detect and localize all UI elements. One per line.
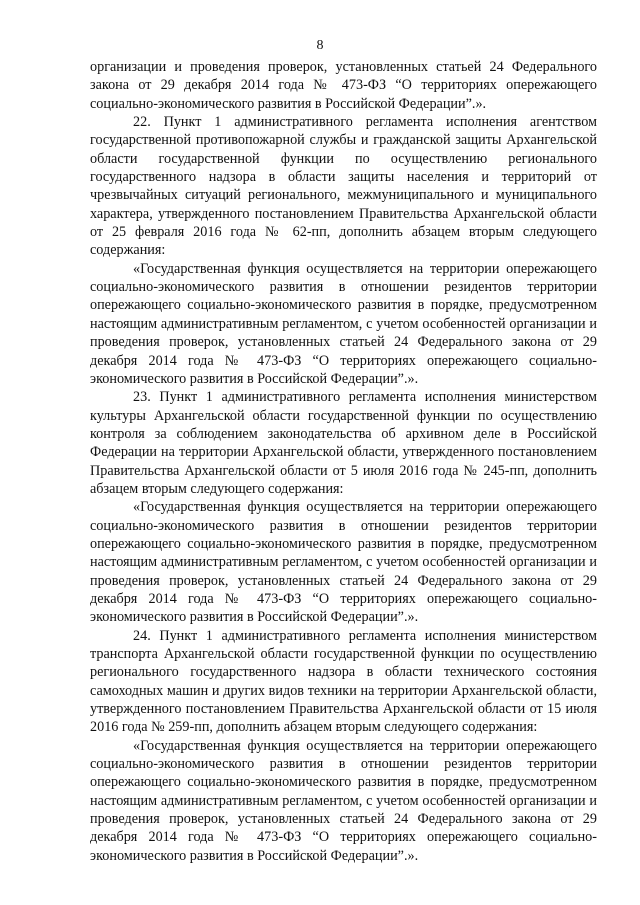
- document-body: [90, 58, 597, 865]
- paragraph-item-22: 22. Пункт 1 административного регламента исполнения агентством государственной противопожарной службы и гражданской защиты Архангельской области государственной функции по осуществлению регионального государственного надзора в области защиты населения и территорий от чрезвычайных ситуаций регионального, межмуниципального и муниципального характера, утвержденного постановлением Правительства Архангельской области от 25 февраля 2016 года № 62-пп, дополнить абзацем вторым следующего содержания:: [90, 114, 597, 259]
- paragraph-item-24: 24. Пункт 1 административного регламента исполнения министерством транспорта Архангельской области государственной функции по осуществлению регионального государственного надзора в области технического состояния самоходных машин и других видов техники на территории Архангельской области, утвержденного постановлением Правительства Архангельской области от 15 июля 2016 года № 259-пп, дополнить абзацем вторым следующего содержания:: [90, 627, 597, 736]
- paragraph-continuation: организации и проведения проверок, установленных статьей 24 Федерального закона от 29 декабря 2014 года № 473-ФЗ “О территориях опережающего социально-экономического развития в Российской Федерации”.».: [90, 59, 597, 112]
- page-number: 8: [316, 38, 324, 53]
- paragraph-quote-23: «Государственная функция осуществляется на территории опережающего социально-экономического развития в отношении резидентов территории опережающего социально-экономического развития в порядке, предусмотренном настоящим административным регламентом, с учетом особенностей организации и проведения проверок, установленных статьей 24 Федерального закона от 29 декабря 2014 года № 473-ФЗ “О территориях опережающего социально-экономического развития в Российской Федерации”.».: [90, 499, 597, 626]
- paragraph-item-23: 23. Пункт 1 административного регламента исполнения министерством культуры Архангельской области государственной функции по осуществлению контроля за соблюдением законодательства об архивном деле в Российской Федерации на территории Архангельской области, утвержденного постановлением Правительства Архангельской области от 5 июля 2016 года № 245-пп, дополнить абзацем вторым следующего содержания:: [90, 389, 597, 497]
- paragraph-quote-24: «Государственная функция осуществляется на территории опережающего социально-экономического развития в отношении резидентов территории опережающего социально-экономического развития в порядке, предусмотренном настоящим административным регламентом, с учетом особенностей организации и проведения проверок, установленных статьей 24 Федерального закона от 29 декабря 2014 года № 473-ФЗ “О территориях опережающего социально-экономического развития в Российской Федерации”.».: [90, 737, 597, 864]
- paragraph-quote-22: «Государственная функция осуществляется на территории опережающего социально-экономического развития в отношении резидентов территории опережающего социально-экономического развития в порядке, предусмотренном настоящим административным регламентом, с учетом особенностей организации и проведения проверок, установленных статьей 24 Федерального закона от 29 декабря 2014 года № 473-ФЗ “О территориях опережающего социально-экономического развития в Российской Федерации”.».: [90, 260, 597, 387]
